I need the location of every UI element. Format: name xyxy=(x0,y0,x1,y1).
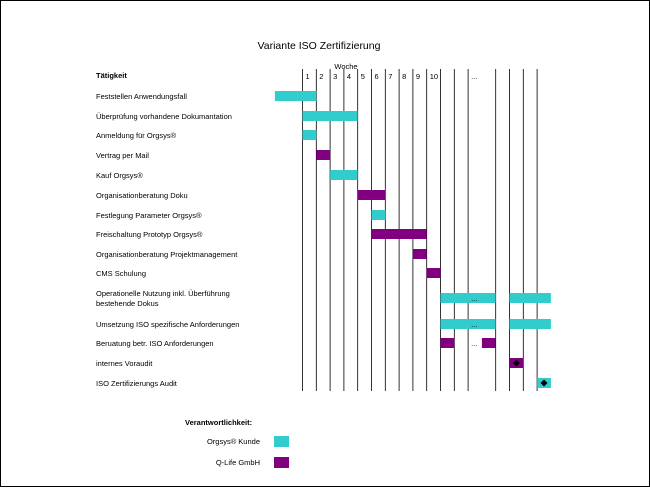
task-bar xyxy=(303,111,358,121)
task-bar xyxy=(482,338,496,348)
week-tick-label: 10 xyxy=(429,72,439,81)
chart-title: Variante ISO Zertifizierung xyxy=(257,40,381,52)
legend-entries xyxy=(207,436,289,468)
legend-swatch xyxy=(274,436,289,447)
task-bar xyxy=(427,268,441,278)
week-tick-label: 5 xyxy=(360,72,365,81)
task-label: Überprüfung vorhandene Dokumantation xyxy=(96,112,232,121)
week-tick-label: 7 xyxy=(388,72,393,81)
task-label: internes Voraudit xyxy=(96,359,153,368)
task-label: CMS Schulung xyxy=(96,269,147,278)
week-axis-label: Woche xyxy=(334,62,358,71)
task-column-header: Tätigkeit xyxy=(96,71,127,80)
legend-entry-label: Orgsys® Kunde xyxy=(206,437,260,446)
task-bar xyxy=(275,91,316,101)
task-bar xyxy=(441,338,455,348)
week-tick-label: 2 xyxy=(319,72,324,81)
task-label: Kauf Orgsys® xyxy=(96,171,143,180)
task-label: Operationelle Nutzung inkl. Überführung xyxy=(96,289,230,298)
task-rows xyxy=(96,91,551,388)
legend xyxy=(185,418,289,468)
task-label: Organisationberatung Projektmanagement xyxy=(96,250,238,259)
task-bar xyxy=(372,210,386,220)
task-label: Vertrag per Mail xyxy=(96,151,149,160)
task-label: Beruatung betr. ISO Anforderungen xyxy=(96,339,214,348)
week-tick-label: 8 xyxy=(402,72,407,81)
continuation-ellipsis: ... xyxy=(471,294,478,303)
task-bar xyxy=(510,293,551,303)
task-label: Umsetzung ISO spezifische Anforderungen xyxy=(96,320,240,329)
week-tick-label: 9 xyxy=(415,72,421,81)
continuation-ellipsis: ... xyxy=(471,339,478,348)
gantt-chart xyxy=(1,1,650,488)
task-label: Feststellen Anwendungsfall xyxy=(96,92,187,101)
task-bar xyxy=(413,249,427,259)
week-tick-label: ... xyxy=(471,72,478,81)
legend-title: Verantwortlichkeit: xyxy=(185,418,253,427)
task-label: bestehende Dokus xyxy=(96,299,159,308)
task-label: Festlegung Parameter Orgsys® xyxy=(96,211,202,220)
task-bar xyxy=(303,130,317,140)
task-bar xyxy=(316,150,330,160)
week-tick-labels xyxy=(306,72,478,81)
task-label: Organisationberatung Doku xyxy=(96,191,188,200)
task-label: Anmeldung für Orgsys® xyxy=(96,131,177,140)
task-bar xyxy=(330,170,358,180)
task-bar xyxy=(510,319,551,329)
week-tick-label: 3 xyxy=(333,72,338,81)
task-label: Freischaltung Prototyp Orgsys® xyxy=(96,230,203,239)
legend-entry-label: Q-Life GmbH xyxy=(215,458,260,467)
task-bar xyxy=(441,319,496,329)
task-bar xyxy=(358,190,386,200)
week-tick-label: 1 xyxy=(305,72,310,81)
week-tick-label: 4 xyxy=(346,72,352,81)
task-label: ISO Zertifizierungs Audit xyxy=(96,379,177,388)
continuation-ellipsis: ... xyxy=(471,320,478,329)
legend-swatch xyxy=(274,457,289,468)
task-bar xyxy=(372,229,427,239)
week-tick-label: 6 xyxy=(374,72,379,81)
task-bar xyxy=(441,293,496,303)
